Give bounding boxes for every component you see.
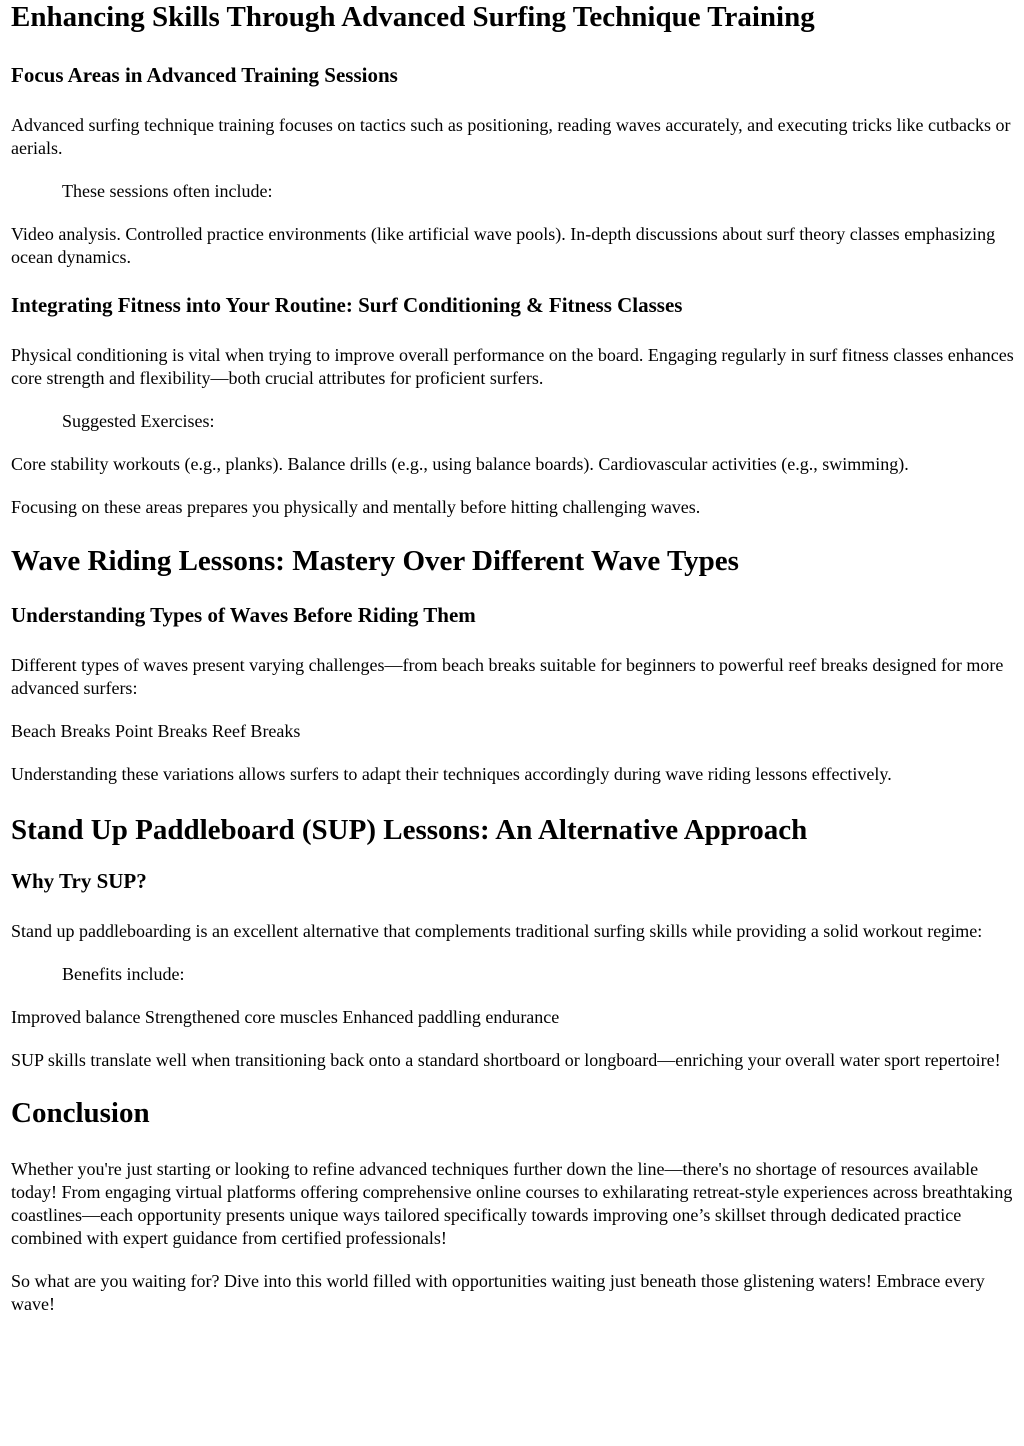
sup-closing: SUP skills translate well when transitioning back onto a standard shortboard or longboard—enriching your overall water sport repertoire! bbox=[11, 1050, 1001, 1070]
focus-list: Video analysis. Controlled practice environments (like artificial wave pools). In-depth discussions about surf theory classes emphasizing ocean dynamics. bbox=[11, 224, 996, 267]
sup-section-title: Stand Up Paddleboard (SUP) Lessons: An Alternative Approach bbox=[11, 814, 808, 846]
focus-list-label: These sessions often include: bbox=[62, 181, 273, 201]
fitness-intro: Physical conditioning is vital when trying to improve overall performance on the board. Engaging regularly in surf fitness classes enhances core strength and flexibility—both crucial attributes for proficient surfers. bbox=[11, 345, 1014, 388]
conclusion-title: Conclusion bbox=[11, 1097, 150, 1129]
wave-section-title: Wave Riding Lessons: Mastery Over Different Wave Types bbox=[11, 545, 739, 577]
closing-paragraph: So what are you waiting for? Dive into this world filled with opportunities waiting just beneath those glistening waters! Embrace every wave! bbox=[11, 1271, 985, 1314]
focus-intro: Advanced surfing technique training focuses on tactics such as positioning, reading waves accurately, and executing tricks like cutbacks or aerials. bbox=[11, 115, 1011, 158]
focus-heading: Focus Areas in Advanced Training Sessions bbox=[11, 63, 398, 87]
fitness-list-label: Suggested Exercises: bbox=[62, 411, 215, 431]
sup-heading: Why Try SUP? bbox=[11, 869, 147, 893]
wave-list: Beach Breaks Point Breaks Reef Breaks bbox=[11, 721, 301, 741]
sup-intro: Stand up paddleboarding is an excellent alternative that complements traditional surfing skills while providing a solid workout regime: bbox=[11, 921, 983, 941]
wave-closing: Understanding these variations allows surfers to adapt their techniques accordingly during wave riding lessons effectively. bbox=[11, 764, 892, 784]
fitness-closing: Focusing on these areas prepares you physically and mentally before hitting challenging waves. bbox=[11, 497, 701, 517]
conclusion-paragraph: Whether you're just starting or looking to refine advanced techniques further down the line—there's no shortage of resources available today! From engaging virtual platforms offering comprehensive online courses to exhilarating retreat-style experiences across breathtaking coastlines—each opportunity presents unique ways tailored specifically towards improving one’s skillset through dedicated practice combined with expert guidance from certified professionals! bbox=[11, 1159, 1013, 1248]
sup-list-label: Benefits include: bbox=[62, 964, 185, 984]
sup-list: Improved balance Strengthened core muscles Enhanced paddling endurance bbox=[11, 1007, 560, 1027]
wave-heading: Understanding Types of Waves Before Riding Them bbox=[11, 603, 476, 627]
article-title: Enhancing Skills Through Advanced Surfing Technique Training bbox=[11, 1, 815, 33]
fitness-list: Core stability workouts (e.g., planks). Balance drills (e.g., using balance boards). Cardiovascular activities (e.g., swimming). bbox=[11, 454, 909, 474]
wave-intro: Different types of waves present varying challenges—from beach breaks suitable for beginners to powerful reef breaks designed for more advanced surfers: bbox=[11, 655, 1004, 698]
fitness-heading: Integrating Fitness into Your Routine: Surf Conditioning & Fitness Classes bbox=[11, 293, 683, 317]
